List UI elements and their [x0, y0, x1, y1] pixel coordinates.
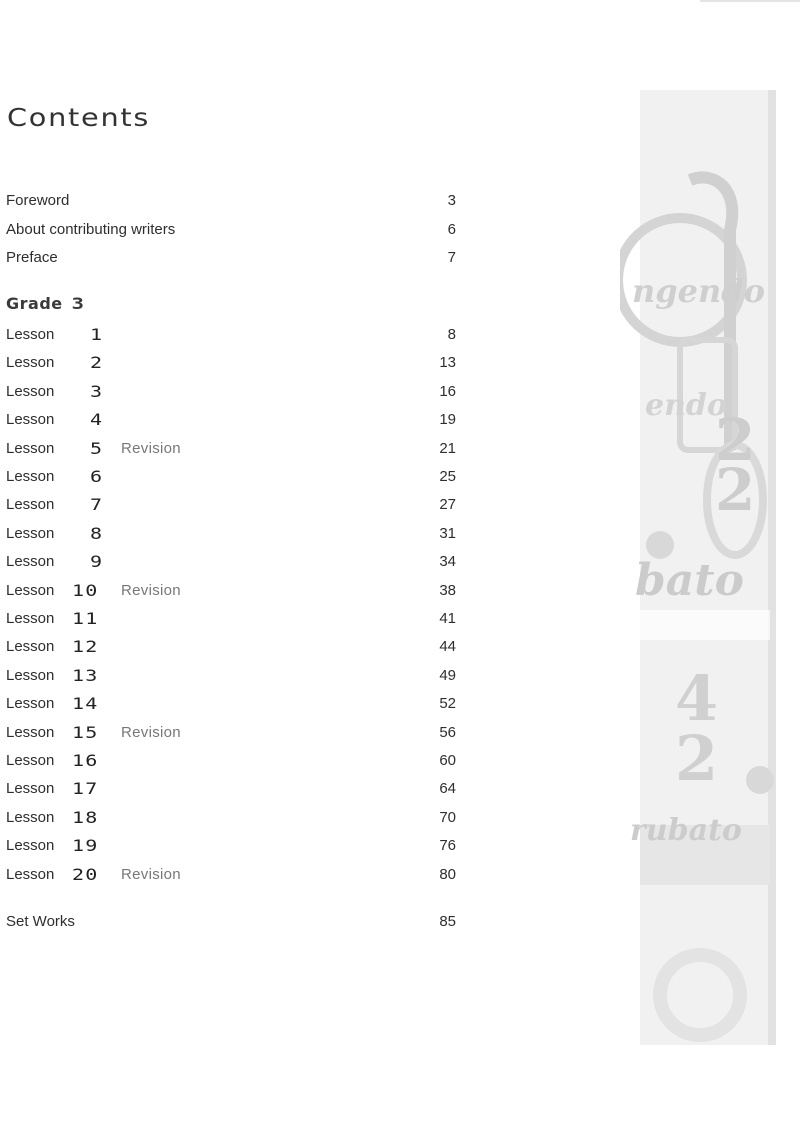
lesson-row[interactable]: [6, 863, 456, 887]
lesson-number: 18: [72, 807, 99, 827]
decor-number: 2: [715, 456, 756, 524]
decor-word: rubato: [630, 813, 742, 848]
lesson-word: Lesson: [6, 865, 55, 883]
lesson-row[interactable]: [6, 749, 456, 773]
lesson-word: Lesson: [6, 354, 55, 372]
lesson-number: 11: [72, 609, 99, 628]
lesson-page-number: 38: [439, 581, 456, 599]
lesson-page-number: 49: [439, 666, 456, 684]
toc-label: Set Works: [6, 913, 75, 930]
lesson-number: 9: [90, 552, 104, 572]
lesson-number: 17: [72, 779, 99, 799]
lesson-page-number: 13: [439, 354, 456, 372]
decorative-music-artwork: [620, 90, 780, 1045]
lesson-page-number: 8: [447, 326, 456, 343]
lesson-word: Lesson: [6, 837, 55, 855]
lesson-number: 13: [72, 665, 99, 685]
lesson-page-number: 34: [439, 553, 456, 571]
lesson-number: 16: [72, 751, 99, 770]
lesson-page-number: 64: [439, 780, 456, 798]
lesson-page-number: 31: [439, 524, 456, 542]
lesson-word: Lesson: [6, 752, 55, 769]
lesson-row[interactable]: [6, 664, 456, 688]
lesson-number: 6: [90, 467, 104, 486]
toc-row[interactable]: [6, 910, 456, 934]
page-title: Contents: [7, 102, 151, 132]
toc-label: About contributing writers: [6, 221, 176, 238]
lesson-page-number: 56: [439, 723, 456, 741]
lesson-word: Lesson: [6, 610, 55, 627]
decor-number: 2: [715, 406, 756, 474]
toc-page-number: 6: [447, 221, 456, 238]
grade-number: 3: [71, 294, 85, 313]
lesson-number: 15: [72, 722, 99, 742]
decor-edge: [768, 90, 776, 1045]
lesson-number: 4: [90, 410, 104, 430]
toc-label: Preface: [6, 249, 58, 266]
decor-word: endo: [645, 388, 727, 423]
lesson-number: 1: [90, 325, 104, 344]
lesson-row[interactable]: [6, 408, 456, 432]
lesson-number: 14: [72, 694, 99, 714]
toc-row[interactable]: [6, 246, 456, 270]
toc-row[interactable]: [6, 218, 456, 242]
lesson-row[interactable]: [6, 465, 456, 489]
decor-band: [640, 610, 770, 640]
lesson-page-number: 16: [439, 382, 456, 400]
lesson-number: 2: [90, 353, 104, 373]
toc-label: Foreword: [6, 192, 70, 209]
note-head-shape: [746, 766, 774, 794]
lesson-row[interactable]: [6, 635, 456, 659]
lesson-word: Lesson: [6, 326, 55, 343]
lesson-word: Lesson: [6, 411, 55, 429]
revision-note: Revision: [121, 581, 181, 599]
lesson-row[interactable]: [6, 437, 456, 461]
lesson-page-number: 60: [439, 752, 456, 769]
lesson-page-number: 19: [439, 411, 456, 429]
lesson-number: 19: [72, 836, 99, 856]
lesson-page-number: 76: [439, 837, 456, 855]
lesson-page-number: 41: [439, 610, 456, 627]
decor-word: bato: [635, 555, 744, 606]
lesson-word: Lesson: [6, 382, 55, 400]
lesson-number: 3: [90, 381, 104, 401]
decor-number: 2: [675, 722, 719, 795]
lesson-row[interactable]: [6, 806, 456, 830]
lesson-word: Lesson: [6, 524, 55, 542]
toc-page-number: 7: [447, 249, 456, 266]
decor-word: ngendo: [632, 272, 765, 310]
lesson-row[interactable]: [6, 579, 456, 603]
lesson-number: 12: [72, 637, 99, 657]
lesson-word: Lesson: [6, 439, 55, 457]
lesson-page-number: 21: [439, 439, 456, 457]
lesson-word: Lesson: [6, 581, 55, 599]
lesson-word: Lesson: [6, 780, 55, 798]
lesson-word: Lesson: [6, 468, 55, 485]
grade-word: Grade: [6, 294, 63, 313]
decor-number: 4: [675, 662, 719, 735]
lesson-word: Lesson: [6, 808, 55, 826]
lesson-page-number: 52: [439, 695, 456, 713]
lesson-page-number: 70: [439, 808, 456, 826]
lesson-word: Lesson: [6, 695, 55, 713]
lesson-row[interactable]: [6, 692, 456, 716]
top-edge-line: [700, 0, 800, 2]
lesson-page-number: 80: [439, 865, 456, 883]
lesson-row[interactable]: [6, 351, 456, 375]
toc-page-number: 3: [447, 192, 456, 209]
lesson-number: 20: [72, 864, 99, 884]
lesson-row[interactable]: [6, 323, 456, 347]
lesson-row[interactable]: [6, 380, 456, 404]
toc-page-number: 85: [439, 913, 456, 930]
lesson-row[interactable]: [6, 721, 456, 745]
lesson-row[interactable]: [6, 522, 456, 546]
lesson-word: Lesson: [6, 496, 55, 514]
lesson-page-number: 44: [439, 638, 456, 656]
lesson-number: 8: [90, 523, 104, 543]
revision-note: Revision: [121, 439, 181, 457]
lesson-page-number: 27: [439, 496, 456, 514]
lesson-number: 5: [90, 438, 104, 458]
grade-heading: [6, 294, 83, 313]
lesson-row[interactable]: [6, 777, 456, 801]
lesson-word: Lesson: [6, 553, 55, 571]
revision-note: Revision: [121, 723, 181, 741]
lesson-word: Lesson: [6, 723, 55, 741]
lesson-row[interactable]: [6, 493, 456, 517]
lesson-row[interactable]: [6, 607, 456, 631]
revision-note: Revision: [121, 865, 181, 883]
lesson-row[interactable]: [6, 550, 456, 574]
lesson-number: 10: [72, 580, 99, 600]
toc-row[interactable]: [6, 189, 456, 213]
lesson-row[interactable]: [6, 834, 456, 858]
lesson-word: Lesson: [6, 666, 55, 684]
lesson-word: Lesson: [6, 638, 55, 656]
lesson-page-number: 25: [439, 468, 456, 485]
lesson-number: 7: [90, 495, 104, 515]
